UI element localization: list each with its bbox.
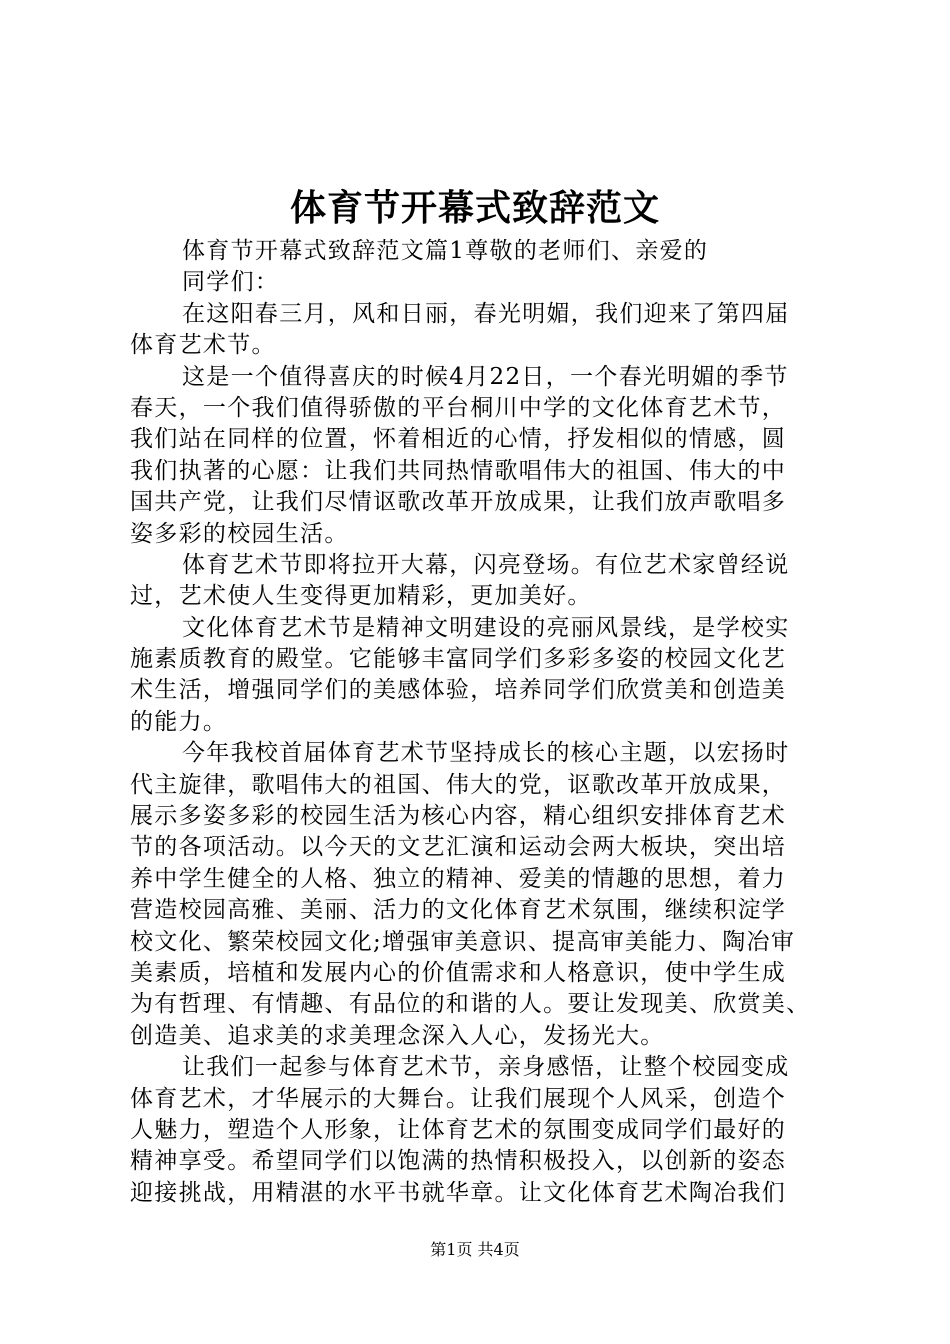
text-line: 创造美、追求美的求美理念深入人心，发扬光大。 — [130, 1022, 665, 1049]
text-line: 养中学生健全的人格、独立的精神、爱美的情趣的思想，着力 — [130, 865, 787, 892]
text-line: 美素质，培植和发展内心的价值需求和人格意识，使中学生成 — [130, 959, 787, 986]
text-line: 我们执著的心愿：让我们共同热情歌唱伟大的祖国、伟大的中 — [130, 457, 787, 484]
text-line: 体育艺术，才华展示的大舞台。让我们展现个人风采，创造个 — [130, 1085, 787, 1112]
page-footer: 第1页 共4页 — [430, 1240, 520, 1259]
text-line: 的能力。 — [130, 708, 228, 735]
page-title: 体育节开幕式致辞范文 — [289, 187, 660, 229]
text-line: 国共产党，让我们尽情讴歌改革开放成果，让我们放声歌唱多 — [130, 489, 787, 516]
text-line: 这是一个值得喜庆的时候4月22日，一个春光明媚的季节 — [182, 363, 789, 390]
text-line: 同学们： — [182, 269, 280, 296]
text-line: 体育艺术节。 — [130, 332, 276, 359]
text-line: 精神享受。希望同学们以饱满的热情积极投入，以创新的姿态 — [130, 1148, 787, 1175]
text-line: 体育节开幕式致辞范文篇1尊敬的老师们、亲爱的 — [182, 238, 709, 264]
text-line: 文化体育艺术节是精神文明建设的亮丽风景线，是学校实 — [182, 614, 790, 641]
text-line: 体育艺术节即将拉开大幕，闪亮登场。有位艺术家曾经说 — [182, 551, 790, 578]
text-line: 让我们一起参与体育艺术节，亲身感悟，让整个校园变成 — [182, 1054, 790, 1081]
text-line: 施素质教育的殿堂。它能够丰富同学们多彩多姿的校园文化艺 — [130, 646, 787, 673]
text-line: 姿多彩的校园生活。 — [130, 520, 349, 547]
text-line: 过，艺术使人生变得更加精彩，更加美好。 — [130, 583, 592, 610]
text-line: 展示多姿多彩的校园生活为核心内容，精心组织安排体育艺术 — [130, 803, 787, 830]
text-line: 迎接挑战，用精湛的水平书就华章。让文化体育艺术陶冶我们 — [130, 1179, 787, 1206]
text-line: 为有哲理、有情趣、有品位的和谐的人。要让发现美、欣赏美、 — [130, 991, 811, 1018]
text-line: 今年我校首届体育艺术节坚持成长的核心主题，以宏扬时 — [182, 740, 790, 767]
text-line: 春天，一个我们值得骄傲的平台桐川中学的文化体育艺术节， — [130, 394, 787, 421]
text-line: 我们站在同样的位置，怀着相近的心情，抒发相似的情感，圆 — [130, 426, 787, 453]
text-line: 术生活，增强同学们的美感体验，培养同学们欣赏美和创造美 — [130, 677, 787, 704]
text-line: 代主旋律，歌唱伟大的祖国、伟大的党，讴歌改革开放成果， — [130, 771, 787, 798]
text-line: 节的各项活动。以今天的文艺汇演和运动会两大板块，突出培 — [130, 834, 787, 861]
text-line: 人魅力，塑造个人形象，让体育艺术的氛围变成同学们最好的 — [130, 1116, 787, 1143]
text-line: 校文化、繁荣校园文化;增强审美意识、提高审美能力、陶冶审 — [130, 928, 796, 955]
text-line: 在这阳春三月，风和日丽，春光明媚，我们迎来了第四届 — [182, 300, 790, 327]
document-body — [130, 236, 835, 1209]
text-line: 营造校园高雅、美丽、活力的文化体育艺术氛围，继续积淀学 — [130, 897, 787, 924]
